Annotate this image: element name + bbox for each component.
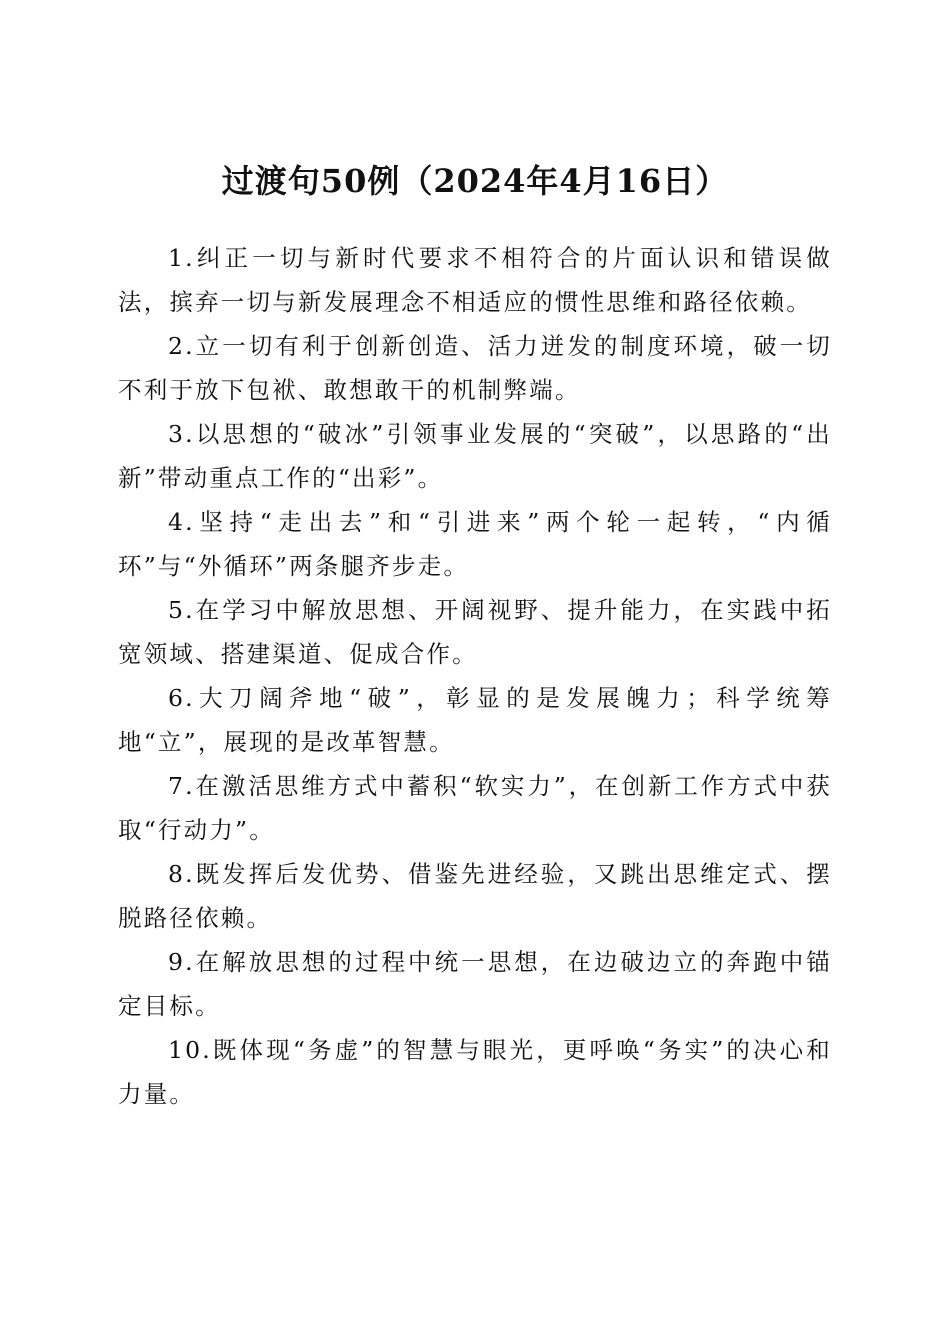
document-title: 过渡句50例（2024年4月16日）: [221, 162, 729, 201]
list-item: 7.在激活思维方式中蓄积“软实力”，在创新工作方式中获取“行动力”。: [118, 772, 832, 844]
list-item: 3.以思想的“破冰”引领事业发展的“突破”，以思路的“出新”带动重点工作的“出彩”。: [118, 420, 832, 492]
list-item: 1.纠正一切与新时代要求不相符合的片面认识和错误做法，摈弃一切与新发展理念不相适应的惯性思维和路径依赖。: [118, 244, 832, 316]
list-item: 5.在学习中解放思想、开阔视野、提升能力，在实践中拓宽领域、搭建渠道、促成合作。: [118, 596, 832, 668]
list-item: 6.大刀阔斧地“破”，彰显的是发展魄力；科学统筹地“立”，展现的是改革智慧。: [118, 684, 832, 756]
list-item: 8.既发挥后发优势、借鉴先进经验，又跳出思维定式、摆脱路径依赖。: [118, 860, 832, 932]
document-body: [118, 236, 832, 1116]
list-item: 9.在解放思想的过程中统一思想，在边破边立的奔跑中锚定目标。: [118, 948, 832, 1020]
list-item: 10.既体现“务虚”的智慧与眼光，更呼唤“务实”的决心和力量。: [118, 1036, 832, 1108]
list-item: 4.坚持“走出去”和“引进来”两个轮一起转，“内循环”与“外循环”两条腿齐步走。: [118, 508, 832, 580]
list-item: 2.立一切有利于创新创造、活力迸发的制度环境，破一切不利于放下包袱、敢想敢干的机制弊端。: [118, 332, 832, 404]
